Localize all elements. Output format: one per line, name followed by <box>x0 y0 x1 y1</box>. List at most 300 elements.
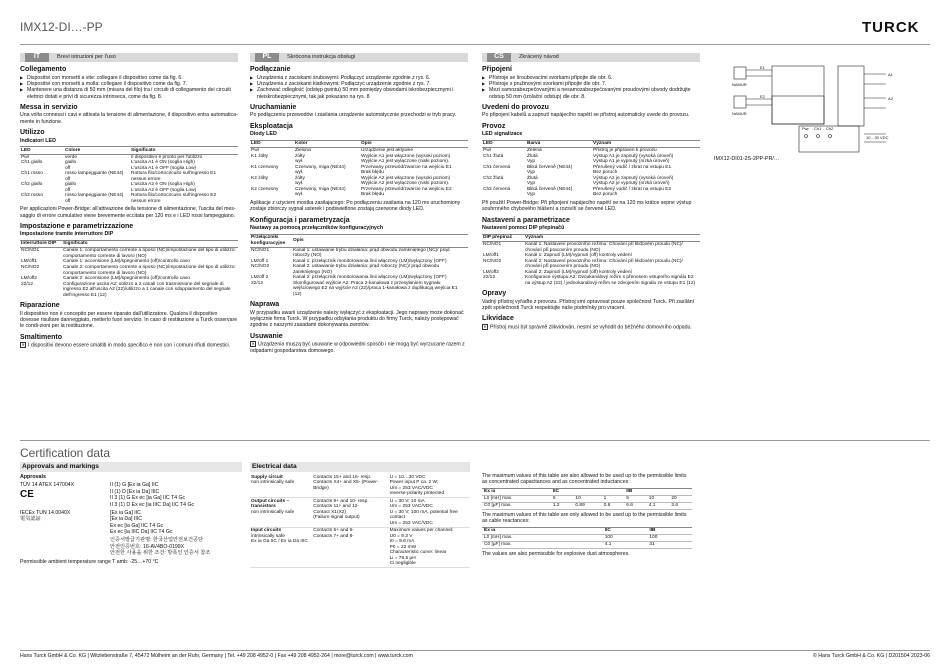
configuration-heading: Konfiguracja i parametryzacja <box>250 216 350 224</box>
cell-line: Characteristic curve: linear <box>389 550 447 556</box>
commissioning-heading: Messa in servizio <box>20 103 78 111</box>
table-cell: Vyp <box>527 192 536 198</box>
table-cell: Canale 1: accensione (LM)/spegnimento (off)/controllo cavo <box>63 259 190 265</box>
ambient-temperature: Permissible ambient temperature range T amb: -25…+70 °C <box>20 559 159 566</box>
disposal-text-content: Urządzenia muszą być usuwane w odpowiedni sposób i nie mogą być wyrzucane razem z odpadami gospodarstwa domowego. <box>250 341 465 355</box>
table-cell: 5 <box>624 495 647 502</box>
marking-line: [Ex ia Da] IIIC <box>110 516 142 523</box>
table-header: Význam <box>524 234 700 242</box>
ce-mark-icon: CE <box>20 488 34 500</box>
limits-table-2 <box>482 527 692 549</box>
connection-list <box>482 75 700 100</box>
table-header <box>602 488 625 495</box>
connection-list <box>250 75 468 100</box>
table-row <box>250 192 468 198</box>
list-item: ▶ Zachować odległość (odstęp gwintu) 50 mm pomiędzy obwodami iskrobezpiecznymi i nieiskrobezpiecznymi, tak jak pokazano na rys. 8 <box>250 87 468 100</box>
marking-line: [Ex ia Ga] IIC <box>110 509 141 516</box>
list-item: ▶ Urządzenia z zaciskami klatkowymi: Podłączyć urządzenie zgodnie z rys. 7. <box>250 81 468 87</box>
table-cell: off <box>65 187 71 193</box>
table-header: Ex ia <box>482 488 551 495</box>
approval-markings <box>110 482 194 507</box>
table-cell: Kanál 1: Nastavení provozního režimu: Chování při klidovém proudu (NC)/ chování při pracovním proudu (NO) <box>525 242 683 253</box>
table-cell: 31 <box>647 541 692 548</box>
wiring-diagram <box>714 64 930 160</box>
table-cell: LM/off1 <box>21 259 37 265</box>
dip-heading: Nastawy za pomocą przełączników konfiguracyjnych <box>250 225 384 232</box>
approvals-subheading: Approvals <box>20 474 46 481</box>
table-cell <box>250 527 312 568</box>
table-cell: 1 <box>602 495 625 502</box>
table-cell: wył. <box>295 159 304 165</box>
table-cell: Konfigurace výstupu A2: Dvoukanálový režim s přenosem vstupního signálu E2 na výstup A2 (22) / jednokanálový režim se zdvojením signálu ze vstupu E1 (12) <box>525 275 696 286</box>
table-cell: Ch2 žlutá <box>483 175 504 181</box>
table-cell: 1.2 <box>551 502 574 509</box>
led-ch1-icon <box>817 135 820 138</box>
table-cell: 10 <box>647 495 670 502</box>
dip-heading: Impostazione tramite interruttore DIP <box>20 231 114 238</box>
table-cell <box>389 498 470 528</box>
table-cell: Canale 1: comportamento corrente a riposo (NC)/impostazione del tipo di utilizzo: comportamento corrente di lavoro (NO) <box>63 248 236 259</box>
cell-line: Ci negligible <box>389 561 416 567</box>
output-box <box>838 66 864 126</box>
table-cell: Kanał 1: przełącznik monitorowania linii włączony (LM)/wyłączony (OFF) <box>293 258 447 264</box>
table-cell: nessun errore <box>131 176 161 182</box>
table-cell: Ch1 rosso <box>21 171 43 177</box>
table-cell: 0.89 <box>573 502 601 509</box>
table-cell: giallo <box>65 182 77 188</box>
diagram-label-pwr: Pwr <box>802 126 809 131</box>
table-cell: NC/NO2 <box>483 258 502 264</box>
table-cell: L0 [mH] max. <box>482 534 603 541</box>
trash-bin-icon: ✕ <box>21 342 25 348</box>
document-title: IMX12-DI…-PP <box>20 20 103 34</box>
table-cell: K1 żółty <box>251 153 269 159</box>
table-header: Kolor <box>294 140 360 148</box>
table-cell: Wyjście A1 jest włączone (wysoki poziom) <box>361 153 451 159</box>
table-cell: Vyp <box>527 181 536 187</box>
cell-line: Contacts 7+ and 8- <box>313 533 354 539</box>
table-cell: LM/off 1 <box>251 258 269 264</box>
table-cell: Czerwony, miga (NE44) <box>295 164 346 170</box>
operation-heading: Provoz <box>482 122 506 130</box>
cell-line: P0 = 22 mW <box>389 544 417 550</box>
table-cell: Zelená <box>527 148 542 154</box>
table-header: Significato <box>130 147 238 155</box>
table-cell: off <box>65 198 71 204</box>
cell-line: I0 = 9.6 mA <box>389 539 415 545</box>
top-divider <box>20 44 930 45</box>
connection-list <box>20 75 238 100</box>
table-row <box>20 265 238 276</box>
table-cell: Kanál 2: Zapnutí (LM)/vypnutí (off) kontroly vedení <box>525 269 632 275</box>
led-table <box>250 140 468 198</box>
table-cell: Kanał 2: przełącznik monitorowania linii włączony (LM)/wyłączony (OFF) <box>293 275 447 281</box>
approval-id-text: IECEx TUN 14.0040X <box>20 509 71 516</box>
language-title: Brevi istruzioni per l'uso <box>57 54 116 61</box>
table-header <box>669 488 692 495</box>
approvals-section <box>20 462 242 566</box>
table-cell: L'uscita A1 è OFF (soglia Low) <box>131 165 197 171</box>
diagram-label-a1: A1 <box>888 72 893 77</box>
table-cell: Rottura filo/cortocircuito sull'ingresso E2 <box>131 193 217 199</box>
turck-logo <box>862 19 932 35</box>
table-row <box>250 474 470 498</box>
table-header <box>573 488 601 495</box>
table-cell: Il dispositivo è pronto per l'utilizzo <box>131 154 203 160</box>
table-cell: nessun errore <box>131 198 161 204</box>
table-cell <box>312 474 388 498</box>
electrical-table <box>250 474 470 568</box>
table-cell: 3.6 <box>669 502 692 509</box>
repair-heading: Opravy <box>482 290 507 298</box>
table-cell: LM/off2 <box>21 276 37 282</box>
dip-table <box>250 234 468 298</box>
table-cell: rosso lampeggiante (NE44) <box>65 171 124 177</box>
table-cell: Výstup A2 je zapnutý (vysoká úroveň) <box>593 175 674 181</box>
marking-line: II (1) D [Ex ia Da] IIIC <box>110 488 160 495</box>
table-cell: Brak błędu <box>361 170 384 176</box>
dip-table <box>482 234 700 287</box>
cell-line: Output circuits – transistors <box>251 498 290 510</box>
table-cell: L'uscita A2 è ON (soglia High) <box>131 182 195 188</box>
table-header: Colore <box>64 147 130 155</box>
limits-note-1: The maximum values of this table are also allowed to be used up to the permissible limits as concentrated capacitances and as concentrated inductances: <box>482 473 687 486</box>
led-ch2-icon <box>829 135 832 138</box>
footer-copyright: © Hans Turck GmbH & Co. KG | D201504 2023-06 <box>812 653 930 659</box>
electrical-section <box>250 462 470 570</box>
disposal-text-content: I dispositivi devono essere smaltiti in modo specifico e non con i comuni rifiuti domestici. <box>28 342 231 349</box>
table-row <box>482 259 700 270</box>
connection-heading: Podłączanie <box>250 66 291 73</box>
cell-line: Li = 76.5 μH <box>389 555 416 561</box>
table-cell: 100 <box>647 534 692 541</box>
list-item: ▶ Přístroje s pružinovými svorkami připojte dle obr. 7. <box>482 81 700 87</box>
table-cell: Přerušený vodič / zkrat na vstupu E1 <box>593 164 672 170</box>
table-row <box>250 281 468 298</box>
table-header: DIP přepínač <box>482 234 524 242</box>
connection-heading: Připojení <box>482 66 512 73</box>
table-cell: Canale 2: accensione (LM)/spegnimento (off)/controllo cavo <box>63 276 190 282</box>
table-cell: 4.1 <box>647 502 670 509</box>
table-header: IIB <box>647 527 692 534</box>
table-cell: Canale 2: comportamento corrente a riposo (NC)/impostazione del tipo di utilizzo: comportamento corrente di lavoro (NO) <box>63 265 236 276</box>
marking-line: 안전인증번호: 16-AV4BO-0199X <box>110 543 185 550</box>
cell-line: intrinsically safe <box>251 533 285 539</box>
table-row <box>482 541 692 548</box>
table-cell: Ch1 červená <box>483 164 511 170</box>
table-cell: Brak błędu <box>361 192 384 198</box>
disposal-heading: Smaltimento <box>20 333 63 341</box>
footer <box>20 653 930 659</box>
table-row <box>482 534 692 541</box>
table-cell: L'uscita A2 è OFF (soglia Low) <box>131 187 197 193</box>
table-cell: giallo <box>65 160 77 166</box>
table-header: Opis <box>360 140 468 148</box>
table-cell: żółty <box>295 153 305 159</box>
repair-heading: Riparazione <box>20 302 60 310</box>
table-cell: Bez poruch <box>593 170 618 176</box>
configuration-heading: Impostazione e parametrizzazione <box>20 222 134 230</box>
table-cell: Wyjście A1 jest wyłączone (niski poziom). <box>361 159 450 165</box>
disposal-text <box>20 342 238 349</box>
approval-row <box>20 482 242 507</box>
list-item: ▶ Urządzenia z zaciskami śrubowymi: Podłączyć urządzenie zgodnie z rys. 6. <box>250 75 468 81</box>
table-cell: Vyp <box>527 159 536 165</box>
limits-section <box>482 473 692 558</box>
commissioning-text: Po podłączeniu przewodów i zasilania urządzenie automatycznie przechodzi w tryb pracy. <box>250 112 457 119</box>
table-cell: wył. <box>295 170 304 176</box>
repair-text: Il dispositivo non è concepito per essere riparato dall'utilizzatore. Qualora il dispositivo dovesse risultare danneggiato, metterlo fuori servizio. In caso di restituzione a Turck osservare le condi-zioni per la restituzione. <box>20 310 238 330</box>
module-box-ch1 <box>772 66 824 124</box>
table-cell: Rottura filo/cortocircuito sull'ingresso E1 <box>131 171 217 177</box>
table-cell: Wyjście A2 jest włączone (wysoki poziom) <box>361 175 451 181</box>
disposal-text-content: Přístroj musí být správně zlikvidován, nesmí se vyhodit do běžného domovního odpadu. <box>490 324 692 331</box>
table-row <box>250 498 470 528</box>
approval-row <box>20 537 242 556</box>
disposal-text <box>250 341 468 354</box>
table-cell: NC/NO2 <box>251 264 270 270</box>
table-cell: off <box>65 165 71 171</box>
marking-line: II 3 (1) D Ex ec [ia IIIC Da] IIC T4 Gc <box>110 501 195 508</box>
table-cell: Przerwany przewód/zwarcie na wejściu E1 <box>361 164 452 170</box>
cell-line: Contacts X4+ and X5- (Power-Bridge) <box>313 480 379 491</box>
limits-table-1 <box>482 488 692 510</box>
marking-line: Ex ec [ia Ga] IIC T4 Gc <box>110 522 164 529</box>
commissioning-text: Una volta connessi i cavi e attivata la tensione di alimentazione, il dispositivo entra automatica-mente in funzione. <box>20 112 238 125</box>
svg-text:TURCK: TURCK <box>862 19 920 35</box>
table-cell: Czerwony, miga (NE44) <box>295 186 346 192</box>
table-row <box>482 242 700 254</box>
column-pl <box>250 53 468 355</box>
table-cell: Kanál 1: Zapnutí (LM)/vypnutí (off) kontroly vedení <box>525 253 632 259</box>
table-header: Opis <box>292 234 468 247</box>
operation-heading: Eksploatacja <box>250 122 293 130</box>
table-cell: żółty <box>295 175 305 181</box>
power-bridge-note: Aplikacje z użyciem mostka zasilającego: Po podłączeniu zasilania na 120 ms uruchomiony zostaje zbiorczy sygnał usterek i podświetlone zostają czerwone diody LED. <box>250 199 461 213</box>
table-cell: L'uscita A1 è ON (soglia High) <box>131 160 195 166</box>
cell-line: Contacts 9+ and 10- resp. <box>313 498 369 504</box>
language-bar <box>482 53 700 62</box>
led-pwr-icon <box>805 135 808 138</box>
table-cell: Ch2 červená <box>483 186 511 192</box>
cell-line: Contact X1(X2) <box>313 509 347 515</box>
operation-heading: Utilizzo <box>20 129 45 137</box>
table-row <box>20 282 238 299</box>
diagram-label-voltage: 10…30 VDC <box>866 135 889 140</box>
table-header: Interruttore DIP <box>20 240 62 248</box>
marking-line: Ex ec [ia IIIC Da] IIC T4 Gc <box>110 528 173 535</box>
list-item: ▶ Mantenere una distanza di 50 mm (misura del filo) tra i circuiti di collegamento dei circuiti elettrici dotati e privi di sicurezza intrinseca, come da fig. 8. <box>20 87 238 100</box>
table-cell <box>20 199 64 205</box>
table-cell: verde <box>65 154 77 160</box>
cell-line: U = 30 V; 10 mA <box>389 498 425 504</box>
limits-note-2: The maximum values of this table are only allowed to be used up to the permissible limits as cable reactances: <box>482 512 687 525</box>
table-header: Significato <box>62 240 238 248</box>
disposal-heading: Likvidace <box>482 315 514 323</box>
sensor-box-2 <box>734 96 746 108</box>
language-bar <box>20 53 238 62</box>
table-cell: Configurazione uscita A2: utilizzo a 2 canali con trasmissione del segnale di ingresso E2 all'uscita A2 (22)/utilizzo a 1 canale con sdoppiamento del segnale dell'ingresso E1 (12) <box>63 281 231 298</box>
language-title: Skrócona instrukcja obsługi <box>287 54 356 61</box>
table-cell: LM/off 2 <box>251 275 269 281</box>
table-cell: Žlutá <box>527 153 538 159</box>
marking-line: 안전한 사용을 위한 조건: 방폭인 인증서 참조 <box>110 549 211 556</box>
table-cell <box>482 192 526 198</box>
table-cell: Pwr <box>483 148 492 154</box>
table-cell: 22/12 <box>21 281 34 287</box>
approval-id <box>20 510 110 535</box>
cell-line: U = 10…30 VDC <box>389 474 426 480</box>
table-cell <box>312 527 388 568</box>
table-header <box>647 488 670 495</box>
list-item: ▶ Dispositivi con morsetti a vite: collegare il dispositivo come da fig. 6. <box>20 75 238 81</box>
commissioning-text: Po připojení kabelů a zapnutí napájecího napětí se přístroj automaticky uvede do provozu. <box>482 112 690 119</box>
table-cell: 5 <box>551 495 574 502</box>
table-cell: Žlutá <box>527 175 538 181</box>
cell-line: Contacts 15+ and 16- resp. <box>313 474 372 480</box>
cell-line: U = 30 V; 100 mA, potential free contact <box>389 509 458 521</box>
table-header: LED <box>482 140 526 148</box>
table-cell: LM/off2 <box>483 269 499 275</box>
led-heading: Diody LED <box>250 131 277 138</box>
table-cell: Vyp <box>527 170 536 176</box>
table-cell <box>389 474 470 498</box>
table-cell: K2 żółty <box>251 175 269 181</box>
table-header: IIB <box>624 488 647 495</box>
certification-title: Certification data <box>20 446 111 460</box>
repair-heading: Naprawa <box>250 301 280 309</box>
table-header: IIC <box>551 488 574 495</box>
table-row <box>482 502 692 509</box>
list-item: ▶ Mezi samozabezpečovanými a nesamozabezpečovanými proudovými obvody dodržujte odstup 50 mm (izolační odstup) dle obr. 8. <box>482 87 700 100</box>
cell-line: Supply circuit <box>251 474 283 480</box>
middle-divider <box>20 440 930 441</box>
power-bridge-note: Při použití Power-Bridge: Při připojení napájecího napětí se na 120 ms krátce sepne výstup souhrnného chybového hlášení a rozsvítí se červené LED. <box>482 199 692 213</box>
table-cell: 6.6 <box>624 502 647 509</box>
approval-id <box>20 482 110 507</box>
table-cell: Skonfigurować wyjście A2: Praca 2-kanałowa z przesyłaniem sygnału wejściowego E2 na wyjście A2 (22)/praca 1-kanałowa z duplikacją wejścia E1 (12) <box>293 280 458 297</box>
table-cell: Kanał 1: ustawianie trybu działania: prąd obwodu zamkniętego (NC)/ prąd roboczy (NO) <box>293 247 450 259</box>
footer-address: Hans Turck GmbH & Co. KG | Witzlebenstraße 7, 45472 Mülheim an der Ruhr, Germany | Tel. +49 208 4952-0 | Fax +49 208 4952-264 | more@turck.com | www.turck.com <box>20 653 413 659</box>
table-cell: NC/NO1 <box>21 248 40 254</box>
diagram-label-e1: E1 <box>760 65 765 70</box>
language-code: CS <box>487 53 511 62</box>
sensor-box-1 <box>734 67 746 79</box>
table-cell <box>250 498 312 528</box>
table-cell: rosso lampeggiante (NE44) <box>65 193 124 199</box>
table-cell <box>312 498 388 528</box>
cell-line: Um = 253 VAC/VDC <box>389 485 433 491</box>
table-cell: Přístroj je připraven k provozu <box>593 148 657 154</box>
approval-id <box>20 537 110 556</box>
table-cell: Kanál 2: Nastavení provozního režimu: Chování při klidovém proudu (NC)/ chování při pracovním proudu (NO) <box>525 258 683 270</box>
table-cell <box>250 474 312 498</box>
table-cell: Výstup A2 je vypnutý (nízká úroveň) <box>593 181 670 187</box>
table-cell: Pwr <box>21 154 30 160</box>
table-cell: K2 czerwony <box>251 186 279 192</box>
trash-bin-icon: ✕ <box>483 323 487 329</box>
table-header: Ex ia <box>482 527 603 534</box>
marking-line: II (1) G [Ex ia Ga] IIC <box>110 482 159 489</box>
table-row <box>20 248 238 260</box>
table-cell: 22/12 <box>251 280 264 286</box>
table-cell <box>389 527 470 568</box>
connection-heading: Collegamento <box>20 66 67 73</box>
table-cell: Bez poruch <box>593 192 618 198</box>
approval-id-text: TÜV 14 ATEX 147004X <box>20 482 75 489</box>
diagram-label-namur-2: NAMUR <box>732 111 747 116</box>
table-cell: Ch2 rosso <box>21 193 43 199</box>
diagram-caption: IMX12-DI01-2S-2PP-PR/… <box>714 156 780 162</box>
table-cell: C0 [μF] max. <box>482 502 551 509</box>
table-header: LED <box>20 147 64 155</box>
table-cell <box>250 192 294 198</box>
table-cell: Przerwany przewód/zwarcie na wejściu E2 <box>361 186 452 192</box>
language-code: IT <box>25 53 49 62</box>
cell-line: Power input P ca. 2 W; <box>389 480 439 486</box>
table-cell: Výstup A1 je zapnutý (vysoká úroveň) <box>593 153 674 159</box>
trash-bin-icon: ✕ <box>251 341 255 347</box>
cell-line: U0 = 9.3 V <box>389 533 413 539</box>
table-row <box>482 275 700 286</box>
cell-line: Contacts 11+ and 12- <box>313 504 359 510</box>
table-cell: NC/NO2 <box>21 265 40 270</box>
table-cell: C0 [μF] max. <box>482 541 603 548</box>
table-header: Barva <box>526 140 592 148</box>
table-cell: Výstup A1 je vypnutý (nízká úroveň) <box>593 159 670 165</box>
table-cell: Ch1 giallo <box>21 160 43 166</box>
table-cell: Kanał 2: ustawianie trybu działania: prąd roboczy (NC)/ prąd obwodu zamkniętego (NO) <box>293 264 440 275</box>
column-cs <box>482 53 700 332</box>
module-box-ch2 <box>772 96 824 124</box>
table-cell: 20 <box>669 495 692 502</box>
table-row <box>250 264 468 275</box>
table-cell: LM/off1 <box>483 253 499 259</box>
language-bar <box>250 53 468 62</box>
table-cell: Zielona <box>295 148 311 154</box>
table-header: Przełączniki konfiguracyjne <box>250 234 292 247</box>
table-row <box>482 192 700 198</box>
table-cell: NC/NO1 <box>251 247 270 253</box>
japan-cert-label: 電気認証 <box>20 516 41 523</box>
table-cell: Ch1 žlutá <box>483 153 504 159</box>
cell-line: Input circuits <box>251 528 282 534</box>
approval-markings <box>110 510 172 535</box>
language-title: Zkrácený návod <box>519 54 559 61</box>
approvals-heading: Approvals and markings <box>20 462 242 472</box>
diagram-label-e2: E2 <box>760 94 765 99</box>
cell-line: (Failure signal output) <box>313 515 360 521</box>
approvals-rows <box>20 482 242 556</box>
limits-note-3: The values are also permissible for explosive dust atmospheres. <box>482 551 630 558</box>
table-cell: 10 <box>573 495 601 502</box>
table-cell: off <box>65 176 71 182</box>
led-heading: Indicatori LED <box>20 137 56 144</box>
table-cell: Wyjście A2 jest wyłączone (niski poziom). <box>361 181 450 187</box>
table-row <box>250 527 470 568</box>
disposal-text <box>482 324 700 331</box>
list-item: ▶ Přístroje se šroubovacími svorkami připojte dle obr. 6. <box>482 75 700 81</box>
diagram-label-ch1: Ch1 <box>814 126 822 131</box>
cell-line: Um = 253 VAC/VDC <box>389 520 433 526</box>
cell-line: Ex ia Ga IIC / Ex ia Da IIIC <box>251 539 308 545</box>
table-cell: wył. <box>295 181 304 187</box>
cell-line: non intrinsically safe <box>251 480 295 486</box>
list-item: ▶ Dispositivi con morsetti a molla: collegare il dispositivo come da fig. 7. <box>20 81 238 87</box>
disposal-heading: Usuwanie <box>250 332 283 340</box>
led-table <box>482 140 700 198</box>
led-table <box>20 146 238 204</box>
